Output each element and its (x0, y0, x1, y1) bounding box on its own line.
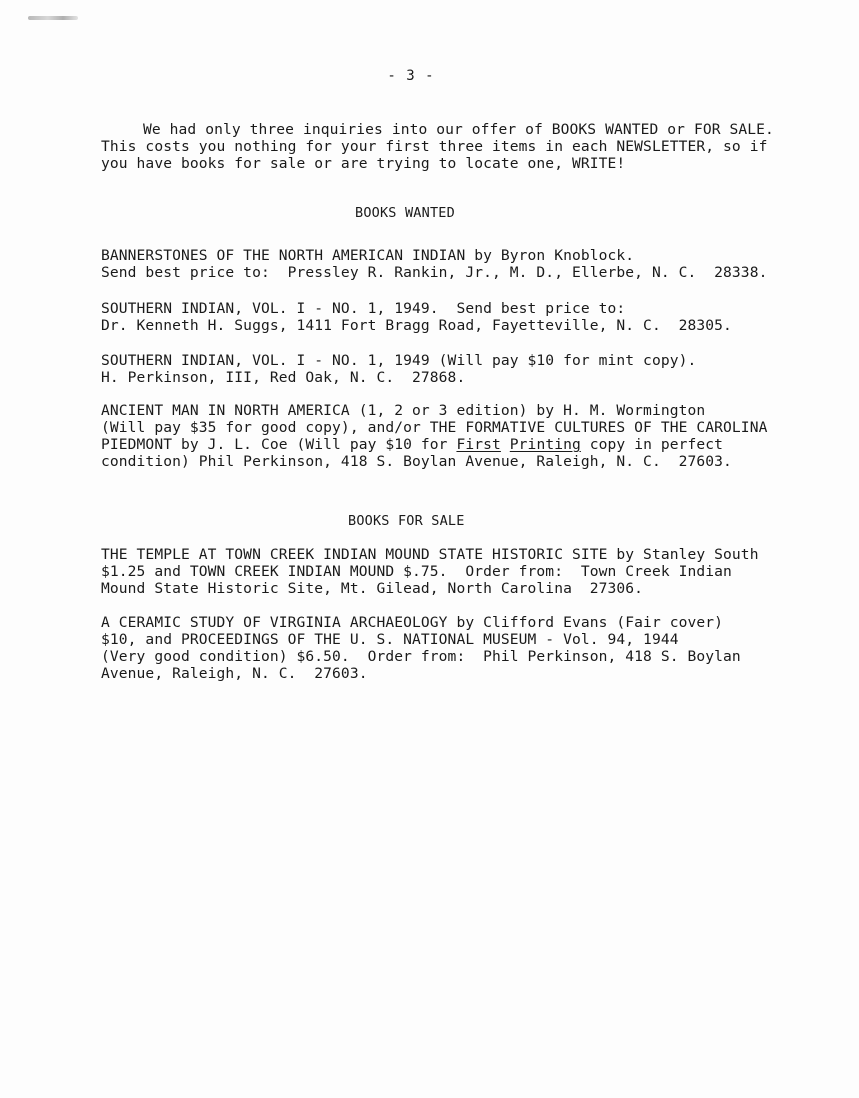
wanted-entry-4-line-2: (Will pay $35 for good copy), and/or THE FORMATIVE CULTURES OF THE CAROLINA (101, 419, 768, 436)
sale-entry-1-line-1: THE TEMPLE AT TOWN CREEK INDIAN MOUND STATE HISTORIC SITE by Stanley South (101, 546, 759, 563)
page-number: - 3 - (387, 68, 435, 84)
wanted-entry-4-line-3-pre: PIEDMONT by J. L. Coe (Will pay $10 for (101, 436, 457, 453)
wanted-entry-1-line-1: BANNERSTONES OF THE NORTH AMERICAN INDIAN by Byron Knoblock. (101, 247, 635, 264)
wanted-entry-4-line-3-post: copy in perfect (580, 436, 724, 453)
wanted-entry-3-line-2: H. Perkinson, III, Red Oak, N. C. 27868. (101, 369, 466, 386)
intro-line-1: We had only three inquiries into our offer of BOOKS WANTED or FOR SALE. (143, 121, 774, 138)
scan-artifact-mark (28, 16, 78, 20)
wanted-entry-4-line-1: ANCIENT MAN IN NORTH AMERICA (1, 2 or 3 edition) by H. M. Wormington (101, 402, 706, 419)
books-for-sale-heading: BOOKS FOR SALE (348, 513, 465, 529)
sale-entry-1-line-3: Mound State Historic Site, Mt. Gilead, North Carolina 27306. (101, 580, 644, 597)
wanted-entry-1-line-2: Send best price to: Pressley R. Rankin, Jr., M. D., Ellerbe, N. C. 28338. (101, 264, 768, 281)
sale-entry-2-line-2: $10, and PROCEEDINGS OF THE U. S. NATIONAL MUSEUM - Vol. 94, 1944 (101, 631, 679, 648)
wanted-entry-3-line-1: SOUTHERN INDIAN, VOL. I - NO. 1, 1949 (Will pay $10 for mint copy). (101, 352, 697, 369)
sale-entry-1-line-2: $1.25 and TOWN CREEK INDIAN MOUND $.75. Order from: Town Creek Indian (101, 563, 732, 580)
wanted-entry-2-line-2: Dr. Kenneth H. Suggs, 1411 Fort Bragg Road, Fayetteville, N. C. 28305. (101, 317, 732, 334)
wanted-entry-4-line-3 (101, 436, 723, 453)
sale-entry-2-line-3: (Very good condition) $6.50. Order from: Phil Perkinson, 418 S. Boylan (101, 648, 741, 665)
wanted-entry-2-line-1: SOUTHERN INDIAN, VOL. I - NO. 1, 1949. Send best price to: (101, 300, 626, 317)
books-wanted-heading: BOOKS WANTED (355, 205, 455, 221)
underline-space (501, 436, 510, 453)
intro-line-2: This costs you nothing for your first three items in each NEWSLETTER, so if (101, 138, 768, 155)
wanted-entry-4-line-4: condition) Phil Perkinson, 418 S. Boylan Avenue, Raleigh, N. C. 27603. (101, 453, 732, 470)
intro-line-3: you have books for sale or are trying to locate one, WRITE! (101, 155, 626, 172)
first-underlined: First (456, 436, 501, 453)
sale-entry-2-line-4: Avenue, Raleigh, N. C. 27603. (101, 665, 368, 682)
sale-entry-2-line-1: A CERAMIC STUDY OF VIRGINIA ARCHAEOLOGY by Clifford Evans (Fair cover) (101, 614, 724, 631)
printing-underlined: Printing (509, 436, 581, 453)
